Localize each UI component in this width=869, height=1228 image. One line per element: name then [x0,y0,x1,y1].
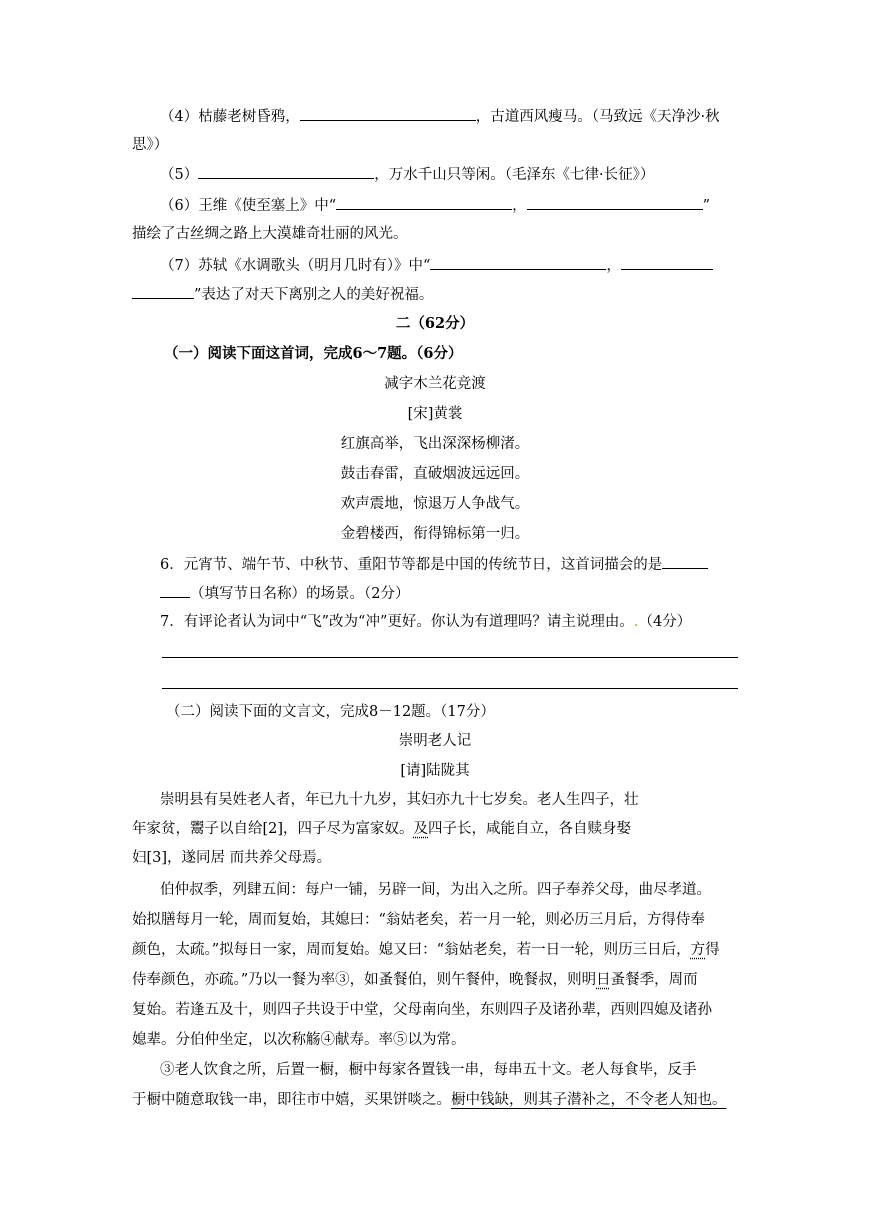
q4-continuation: 思》） [132,137,169,153]
q6-text: 6．元宵节、端午节、中秋节、重阳节等都是中国的传统节日，这首词描会的是 [160,557,663,573]
q7-blank-2[interactable] [621,255,713,270]
q7-separator: ， [606,258,621,274]
q7-marker: . [633,614,639,630]
paragraph-2-line [132,970,738,990]
p2-l3-text: 颜色，太疏。”拟每日一家，周而复始。媳又曰：“翁姑老矣，若一日一轮，则历三日后， [132,942,691,958]
paragraph-1-line: 妇[3]，遂同居 而共养父母焉。 [132,850,332,866]
q6-suffix: ” [702,198,711,214]
part-1-heading: （一）阅读下面这首词，完成6～7题。（6分） [164,345,463,362]
poem-title: 减字木兰花竞渡 [384,376,486,392]
p3-l2-underlined: 橱中钱缺，则其子潜补之，不令老人知也。 [451,1092,727,1108]
q7-text: 7．有评论者认为词中“飞”改为“冲”更好。你认为有道理吗？请主说理由。 [160,614,634,630]
p2-l3-end: 得 [705,942,720,958]
q4-suffix: ，古道西风瘦马。（马致远《天净沙·秋 [475,109,720,125]
q6-blank-2[interactable] [527,195,703,210]
q5-suffix: ，万水千山只等闲。（毛泽东《七律·长征》） [374,167,655,183]
q4-prefix: （4）枯藤老树昏鸦， [160,109,300,125]
paragraph-3-line: ③老人饮食之所，后置一橱，橱中每家各置钱一串，每串五十文。老人每食毕，反手 [160,1062,697,1078]
p2-l4-dotted: 日 [596,972,611,988]
q6-prefix: （6）王维《使至塞上》中“ [160,198,337,214]
section-2-title: 二（62分） [395,315,475,332]
paragraph-2-line: 始拟膳每月一轮，周而复始，其媳曰：“翁姑老矣，若一月一轮，则必历三月后，方得侍奉 [132,912,705,928]
q5-prefix: （5） [160,167,199,183]
poem-line: 红旗高举，飞出深深杨柳渚。 [340,436,530,452]
q5-blank[interactable] [198,164,374,179]
p1-l2-end: 四子长，咸能自立，各自赎身娶 [428,821,632,837]
q6-cont-text: （填写节日名称）的场景。（2分） [190,586,410,602]
paragraph-2-line: 复始。若逢五及十，则四子共设于中堂，父母南向坐，东则四子及诸孙辈，西则四媳及诸孙 [132,1002,712,1018]
text-title: 崇明老人记 [398,733,472,749]
part-2-heading: （二）阅读下面的文言文，完成8－12题。（17分） [166,704,495,720]
question-5 [160,164,766,185]
paragraph-2-line: 伯仲叔季，列肆五间：每户一铺，另辟一间，为出入之所。四子奉养父母，曲尽孝道。 [160,882,711,898]
p3-l2-text: 于橱中随意取钱一串，即往市中嬉，买果饼啖之。 [132,1092,451,1108]
paragraph-2-line: 媳辈。分伯仲坐定，以次称觞④献寿。率⑤以为常。 [132,1032,466,1048]
paragraph-1-line: 崇明县有吴姓老人者，年已九十九岁，其妇亦九十七岁矣。老人生四子，壮 [160,792,639,808]
q6-separator: ， [512,198,527,214]
p2-l4-text: 侍奉颜色，亦疏。”乃以一餐为率③，如蚤餐伯，则午餐仲，晚餐叔，则明 [132,972,597,988]
answer-line-2[interactable] [162,688,738,689]
poem-line: 金碧楼西，衔得锦标第一归。 [340,526,530,542]
q7-blank-1[interactable] [430,255,606,270]
q7-poem-continuation [132,284,738,305]
question-6-cont [160,583,766,604]
p1-l2-text: 年家贫，鬻子以自给[2]，四子尽为富家奴。 [132,821,414,837]
question-7 [160,612,766,632]
paragraph-3-line [132,1090,738,1110]
q6-answer-blank-cont[interactable] [160,583,190,598]
poem-line: 欢声震地，惊退万人争战气。 [340,496,530,512]
paragraph-2-line [132,940,738,960]
question-6 [160,554,766,575]
q6-blank-1[interactable] [336,195,512,210]
p2-l3-dotted: 方 [690,942,706,958]
q7-blank-3[interactable] [132,284,194,299]
p2-l4-end: 蚤餐季，周而 [610,972,698,988]
q6-poem-continuation: 描绘了古丝绸之路上大漠雄奇壮丽的风光。 [132,226,408,242]
q7-prefix: （7）苏轼《水调歌头（明月几时有）》中“ [160,258,431,274]
q4-blank[interactable] [300,106,476,121]
q7-poem-suffix: ”表达了对天下离别之人的美好祝福。 [194,287,434,303]
poem-line: 鼓击春雷，直破烟波远远回。 [340,466,530,482]
question-7-poem [160,255,766,276]
poem-author: [宋]黄裳 [407,406,463,422]
paragraph-1-line [132,819,738,839]
p1-l2-dotted: 及 [413,821,429,837]
text-author: [请]陆陇其 [400,763,470,779]
q6-answer-blank[interactable] [662,554,708,569]
question-4 [160,106,766,127]
q7-score: （4分） [638,614,692,630]
answer-line-1[interactable] [162,657,738,658]
question-6-poem [160,195,766,216]
